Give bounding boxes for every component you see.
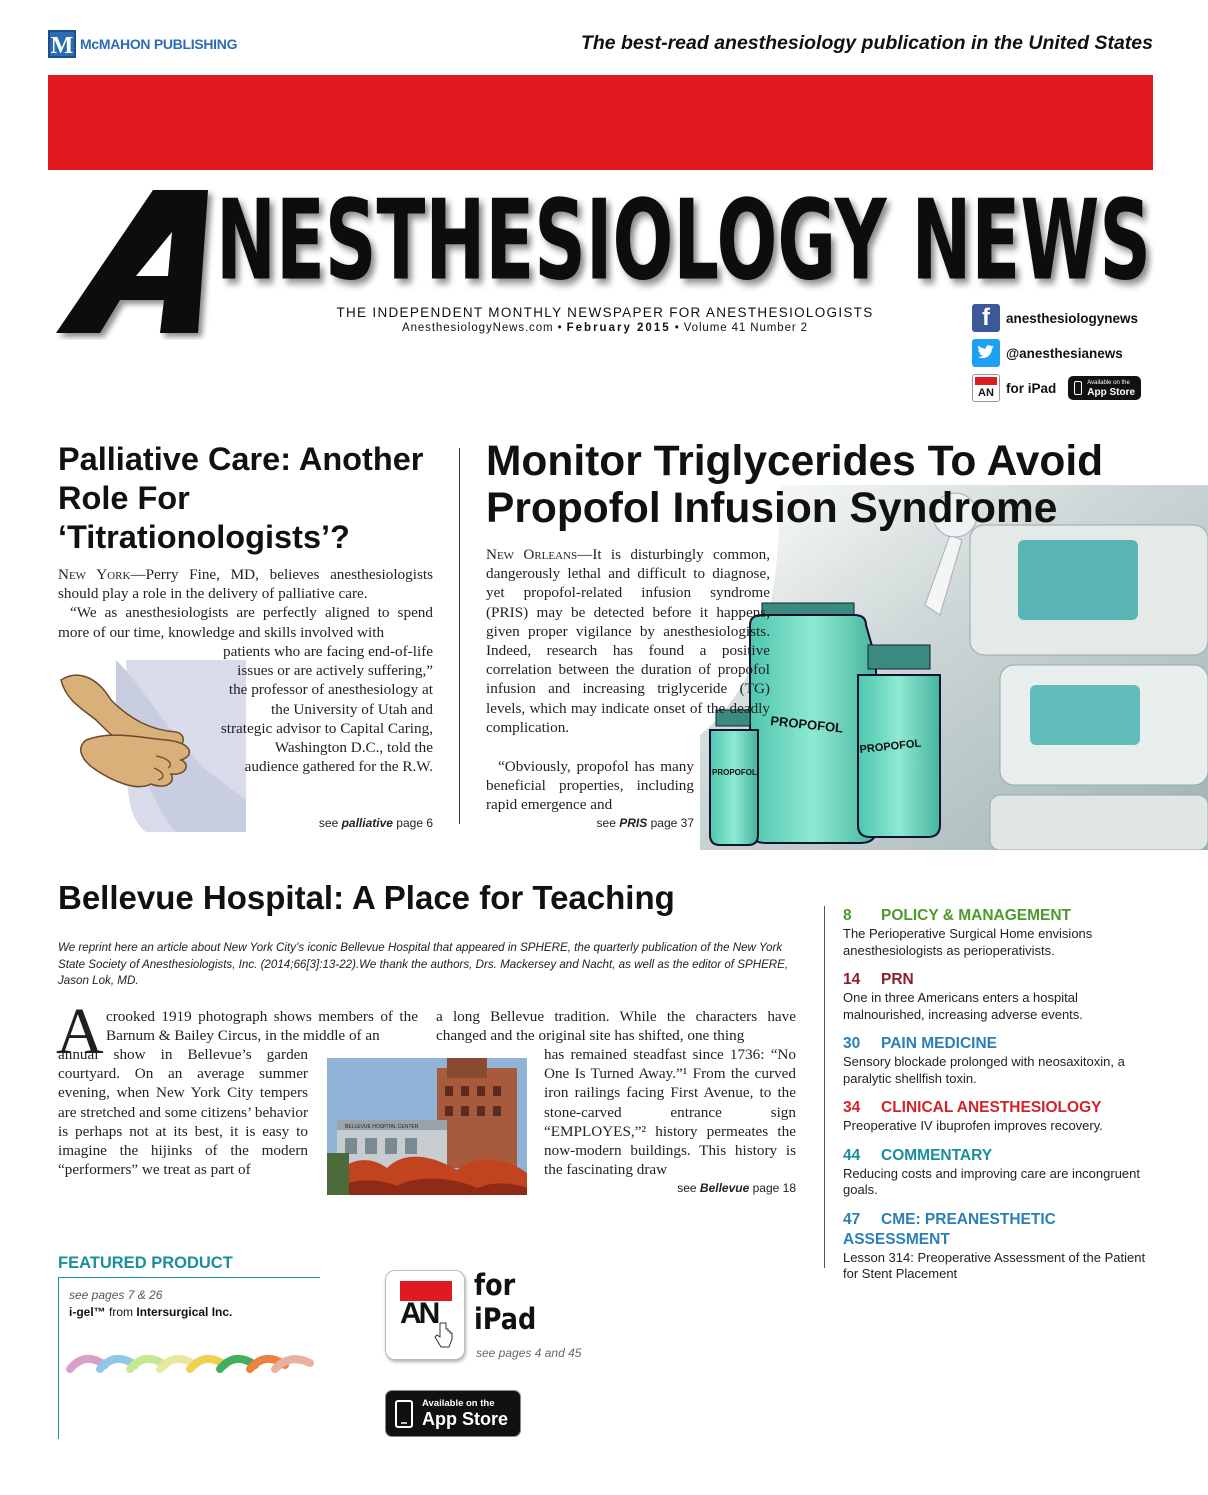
igel-devices-image: [65, 1341, 315, 1391]
for-ipad-promo: for iPad: [474, 1268, 537, 1336]
masthead-title: NESTHESIOLOGY NEWS: [216, 180, 1152, 305]
bellevue-jump-word: Bellevue: [699, 1181, 750, 1195]
bellevue-jump[interactable]: see Bellevue page 18: [677, 1181, 796, 1195]
featured-company: Intersurgical Inc.: [136, 1305, 233, 1319]
bellevue-dropcap: A: [56, 995, 104, 1068]
masthead-letter: A: [70, 317, 72, 319]
column-divider: [459, 448, 460, 824]
twitter-bird-icon: [972, 339, 1000, 367]
hospital-sign: BELLEVUE HOSPITAL CENTER: [345, 1124, 419, 1130]
publisher-initial: M: [48, 30, 76, 58]
toc-section-title: PAIN MEDICINE: [881, 1035, 997, 1052]
website-link[interactable]: AnesthesiologyNews.com: [402, 322, 554, 334]
toc-item[interactable]: [843, 906, 1154, 959]
bellevue-c1-top: crooked 1919 photograph shows members of the Barnum & Bailey Circus, in the middle of an: [106, 1008, 418, 1045]
palliative-jump[interactable]: see palliative page 6: [318, 816, 433, 830]
svg-text:PROPOFOL: PROPOFOL: [712, 768, 757, 777]
facebook-handle: anesthesiologynews: [1006, 310, 1139, 326]
palliative-jump-word: palliative: [341, 816, 393, 830]
ipad-app-link[interactable]: [972, 374, 1141, 402]
bellevue-c1-body: annual show in Bellevue’s garden courtyard. On an average summer evening, when New York City tempers are stretched and some citizens’ behavior is perhaps not at its best, it is easy to imagine the hijinks of the modern “performers” we treat as part of: [58, 1046, 308, 1179]
toc-section-title: POLICY & MANAGEMENT: [881, 907, 1072, 924]
tagline: The best-read anesthesiology publication in the United States: [580, 32, 1153, 54]
featured-product-title: FEATURED PRODUCT: [58, 1254, 320, 1278]
twitter-handle: @anesthesianews: [1006, 345, 1123, 361]
masthead-a-shape: [56, 190, 208, 333]
propofol-jump[interactable]: see PRIS page 37: [596, 816, 694, 830]
featured-from: from: [109, 1305, 134, 1319]
bellevue-c2-body: has remained steadfast since 1736: “No One Is Turned Away.”¹ From the curved iron railings facing First Avenue, to the stone-carved entrance sign “EMPLOYES,”² history permeates the now-modern buildings. This history is the fascinating draw: [544, 1046, 796, 1179]
bellevue-jump-page: page 18: [752, 1181, 796, 1195]
featured-product-name: i-gel™: [69, 1305, 106, 1319]
bellevue-c2-top: a long Bellevue tradition. While the characters have changed and the original site has shifted, one thing: [436, 1008, 796, 1045]
app-store-big-line: App Store: [1087, 387, 1136, 398]
an-ipad-app-icon[interactable]: [385, 1270, 465, 1360]
palliative-lead: [58, 565, 433, 642]
bellevue-intro: We reprint here an article about New York City’s iconic Bellevue Hospital that appeared in SPHERE, the quarterly publication of the New York State Society of Anesthesiologists, Inc. (2014;66[3]:13-22).We thank the authors, Drs. Mackersey and Nacht, as well as the editor of SPHERE, Jason Lok, MD.: [58, 941, 789, 987]
issue-volume: Volume 41 Number 2: [683, 322, 808, 334]
phone-icon: [1074, 381, 1082, 395]
issue-date: February 2015: [566, 322, 671, 334]
toc-description: Lesson 314: Preoperative Assessment of the Patient for Stent Placement: [843, 1249, 1146, 1281]
featured-see-pages: see pages 7 & 26: [69, 1288, 163, 1302]
ipad-label: for iPad: [1006, 380, 1057, 396]
table-of-contents: [824, 906, 1154, 1281]
toc-heading: [843, 1210, 1154, 1250]
bellevue-hospital-photo: [327, 1058, 527, 1195]
featured-product-line: [59, 1302, 320, 1319]
toc-item[interactable]: [843, 970, 1154, 1023]
toc-item[interactable]: [843, 1210, 1154, 1283]
featured-product-box[interactable]: [58, 1254, 320, 1439]
palliative-p2b: patients who are facing end-of-life issues or are actively suffering,” the professor of anesthesiology at the University of Utah and strategic advisor to Capital Caring, Washington D.C., told the audience gathered for the R.W.: [220, 643, 433, 776]
phone-icon: [394, 1399, 414, 1429]
toc-page-number: 30: [843, 1035, 861, 1052]
toc-heading: [843, 1146, 1154, 1166]
propofol-p1: —It is disturbingly common, dangerously lethal and difficult to diagnose, yet propofol-related infusion syndrome (PRIS) may be detected before it happens, given proper vigilance by anesthesiologists. Indeed, research has found a positive correlation between the duration of propofol infusion and increasing triglyceride (TG) levels, which may indicate onset of the deadly complication.: [486, 546, 770, 736]
propofol-dateline: New Orleans: [486, 546, 578, 563]
toc-section-title: CME: PREANESTHETIC ASSESSMENT: [843, 1210, 1056, 1248]
toc-heading: [843, 1034, 1154, 1054]
toc-description: The Perioperative Surgical Home envisions anesthesiologists as perioperativists.: [843, 926, 1093, 958]
svg-text:PROPOFOL: PROPOFOL: [769, 713, 844, 736]
app-store-badge-small[interactable]: [1068, 376, 1141, 400]
an-app-icon: AN: [972, 374, 1000, 402]
toc-description: Preoperative IV ibuprofen improves recovery.: [843, 1118, 1103, 1133]
propofol-body: [486, 545, 770, 737]
palliative-p2a: “We as anesthesiologists are perfectly aligned to spend more of our time, knowledge and skills involved with: [58, 604, 433, 641]
toc-page-number: 47: [843, 1210, 861, 1228]
propofol-jump-word: PRIS: [619, 816, 648, 830]
toc-heading: [843, 970, 1154, 990]
publisher-name: McMAHON PUBLISHING: [80, 36, 238, 52]
palliative-jump-page: page 6: [396, 816, 433, 830]
toc-heading: [843, 1098, 1154, 1118]
red-banner: [48, 75, 1153, 170]
masthead-subtitle: THE INDEPENDENT MONTHLY NEWSPAPER FOR ANESTHESIOLOGISTS: [336, 305, 874, 320]
app-store-badge[interactable]: [385, 1390, 521, 1437]
facebook-icon: f: [972, 304, 1000, 332]
facebook-link[interactable]: [972, 304, 1138, 332]
propofol-p2: “Obviously, propofol has many beneficial properties, including rapid emergence and: [486, 758, 694, 814]
toc-description: Reducing costs and improving care are incongruent goals.: [843, 1165, 1141, 1197]
ipad-see-pages: see pages 4 and 45: [476, 1346, 582, 1360]
app-store-small-line: Available on the: [1087, 380, 1130, 386]
publisher-logo: [48, 30, 237, 58]
issue-dateline: AnesthesiologyNews.com • February 2015 • Volume 41 Number 2: [402, 322, 808, 334]
toc-item[interactable]: [843, 1034, 1154, 1087]
toc-description: Sensory blockade prolonged with neosaxitoxin, a paralytic shellfish toxin.: [843, 1054, 1125, 1086]
toc-section-title: PRN: [881, 971, 914, 988]
toc-page-number: 44: [843, 1146, 861, 1164]
toc-page-number: 8: [843, 907, 852, 924]
svg-text:PROPOFOL: PROPOFOL: [859, 737, 922, 756]
toc-item[interactable]: [843, 1098, 1154, 1135]
palliative-dateline: New York: [58, 566, 131, 583]
toc-description: One in three Americans enters a hospital malnourished, increasing adverse events.: [843, 990, 1083, 1022]
propofol-jump-page: page 37: [650, 816, 694, 830]
app-store-small-text: Available on the: [422, 1397, 495, 1409]
toc-page-number: 14: [843, 971, 861, 988]
propofol-headline[interactable]: Monitor Triglycerides To Avoid Propofol Infusion Syndrome: [486, 438, 1104, 532]
bellevue-headline[interactable]: Bellevue Hospital: A Place for Teaching: [58, 879, 675, 916]
toc-section-title: CLINICAL ANESTHESIOLOGY: [881, 1099, 1102, 1116]
infusion-pump-photo: [700, 485, 1208, 850]
app-store-big-text: App Store: [422, 1408, 509, 1429]
toc-page-number: 34: [843, 1099, 861, 1116]
an-logo-text: AN: [400, 1297, 438, 1330]
twitter-link[interactable]: [972, 339, 1123, 367]
palliative-headline[interactable]: Palliative Care: Another Role For ‘Titrationologists’?: [58, 441, 424, 555]
palliative-p1: —Perry Fine, MD, believes anesthesiologists should play a role in the delivery of palliative care.: [58, 566, 433, 603]
toc-heading: [843, 906, 1154, 926]
hand-pointer-icon: [434, 1321, 454, 1351]
toc-section-title: COMMENTARY: [881, 1146, 993, 1164]
toc-item[interactable]: [843, 1146, 1154, 1199]
